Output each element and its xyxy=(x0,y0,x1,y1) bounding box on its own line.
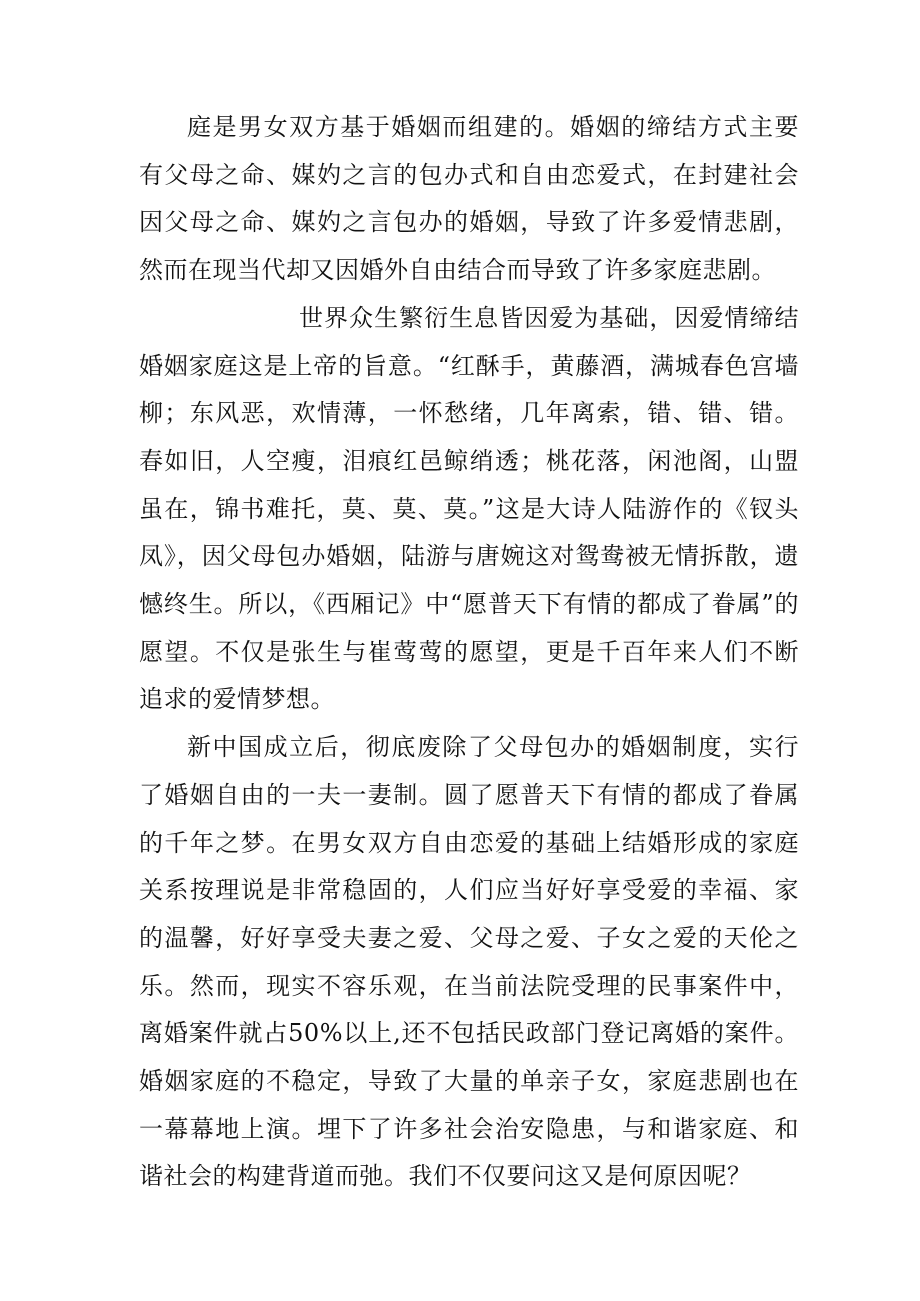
document-body xyxy=(139,104,799,1201)
paragraph-1: 庭是男女双方基于婚姻而组建的。婚姻的缔结方式主要有父母之命、媒妁之言的包办式和自由恋爱式，在封建社会因父母之命、媒妁之言包办的婚姻，导致了许多爱情悲剧，然而在现当代却又因婚外自由结合而导致了许多家庭悲剧。 xyxy=(139,113,799,285)
paragraph-3: 新中国成立后，彻底废除了父母包办的婚姻制度，实行了婚姻自由的一夫一妻制。圆了愿普天下有情的都成了眷属的千年之梦。在男女双方自由恋爱的基础上结婚形成的家庭关系按理说是非常稳固的，人们应当好好享受爱的幸福、家的温馨，好好享受夫妻之爱、父母之爱、子女之爱的天伦之乐。然而，现实不容乐观，在当前法院受理的民事案件中，离婚案件就占50%以上,还不包括民政部门登记离婚的案件。婚姻家庭的不稳定，导致了大量的单亲子女，家庭悲剧也在一幕幕地上演。埋下了许多社会治安隐患，与和谐家庭、和谐社会的构建背道而弛。我们不仅要问这又是何原因呢？ xyxy=(139,733,799,1191)
paragraph-2: 世界众生繁衍生息皆因爱为基础，因爱情缔结婚姻家庭这是上帝的旨意。“红酥手，黄藤酒，满城春色宫墙柳；东风恶，欢情薄，一怀愁绪，几年离索，错、错、错。春如旧，人空瘦，泪痕红邑鲸绡透；桃花落，闲池阁，山盟虽在，锦书难托，莫、莫、莫。”这是大诗人陆游作的《钗头凤》，因父母包办婚姻，陆游与唐婉这对鸳鸯被无情拆散，遗憾终生。所以，《西厢记》中“愿普天下有情的都成了眷属”的愿望。不仅是张生与崔莺莺的愿望，更是千百年来人们不断追求的爱情梦想。 xyxy=(139,303,799,714)
